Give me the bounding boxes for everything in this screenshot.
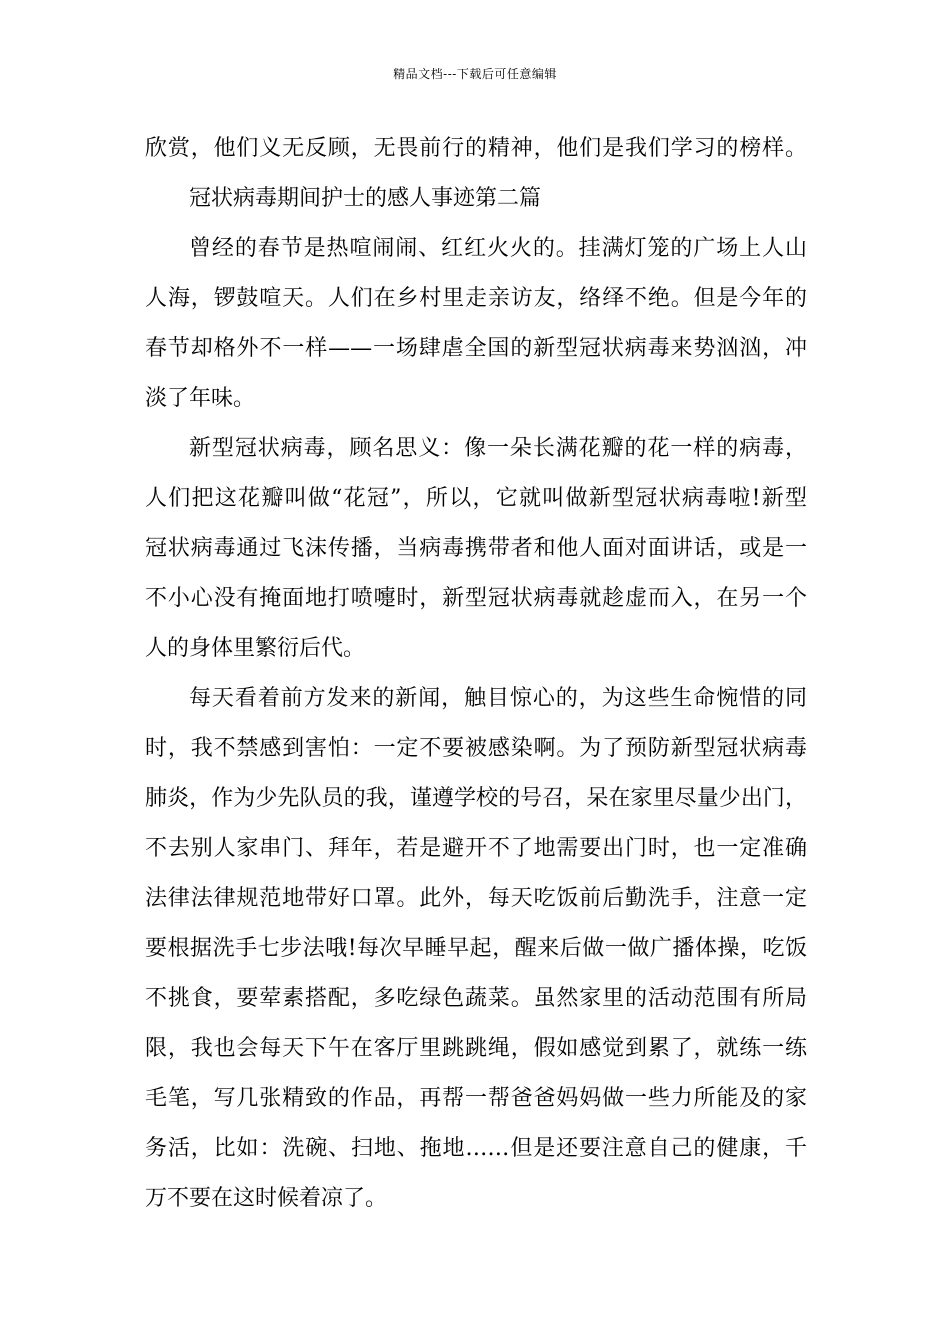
text-line: 要根据洗手七步法哦!每次早睡早起，醒来后做一做广播体操，吃饭 [145,936,807,961]
page-header: 精品文档---下载后可任意编辑 [393,67,557,81]
text-line: 人海，锣鼓喧天。人们在乡村里走亲访友，络绎不绝。但是今年的 [145,286,807,311]
text-line: 万不要在这时候着凉了。 [145,1186,388,1211]
text-line: 新型冠状病毒，顾名思义：像一朵长满花瓣的花一样的病毒， [189,436,807,461]
text-line: 肺炎，作为少先队员的我，谨遵学校的号召，呆在家里尽量少出门， [145,786,807,811]
section-title: 冠状病毒期间护士的感人事迹第二篇 [189,186,542,211]
text-line: 曾经的春节是热喧闹闹、红红火火的。挂满灯笼的广场上人山 [189,236,807,261]
text-line: 每天看着前方发来的新闻，触目惊心的，为这些生命惋惜的同 [189,686,807,711]
text-line: 春节却格外不一样——一场肆虐全国的新型冠状病毒来势汹汹，冲 [145,336,807,361]
text-line: 法律法律规范地带好口罩。此外，每天吃饭前后勤洗手，注意一定 [145,886,807,911]
text-line: 务活，比如：洗碗、扫地、拖地……但是还要注意自己的健康，千 [145,1136,807,1161]
text-line: 时，我不禁感到害怕：一定不要被感染啊。为了预防新型冠状病毒 [145,736,807,761]
text-line: 人们把这花瓣叫做“花冠”，所以，它就叫做新型冠状病毒啦!新型 [145,486,807,511]
text-line: 欣赏，他们义无反顾，无畏前行的精神，他们是我们学习的榜样。 [145,136,807,161]
text-line: 不小心没有掩面地打喷嚏时，新型冠状病毒就趁虚而入，在另一个 [145,586,807,611]
text-line: 人的身体里繁衍后代。 [145,636,366,661]
text-line: 毛笔，写几张精致的作品，再帮一帮爸爸妈妈做一些力所能及的家 [145,1086,807,1111]
text-line: 冠状病毒通过飞沫传播，当病毒携带者和他人面对面讲话，或是一 [145,536,807,561]
text-line: 限，我也会每天下午在客厅里跳跳绳，假如感觉到累了，就练一练 [145,1036,807,1061]
text-line: 淡了年味。 [145,386,256,411]
document-body [145,124,807,1224]
text-line: 不去别人家串门、拜年，若是避开不了地需要出门时，也一定准确 [145,836,807,861]
text-line: 不挑食，要荤素搭配，多吃绿色蔬菜。虽然家里的活动范围有所局 [145,986,807,1011]
